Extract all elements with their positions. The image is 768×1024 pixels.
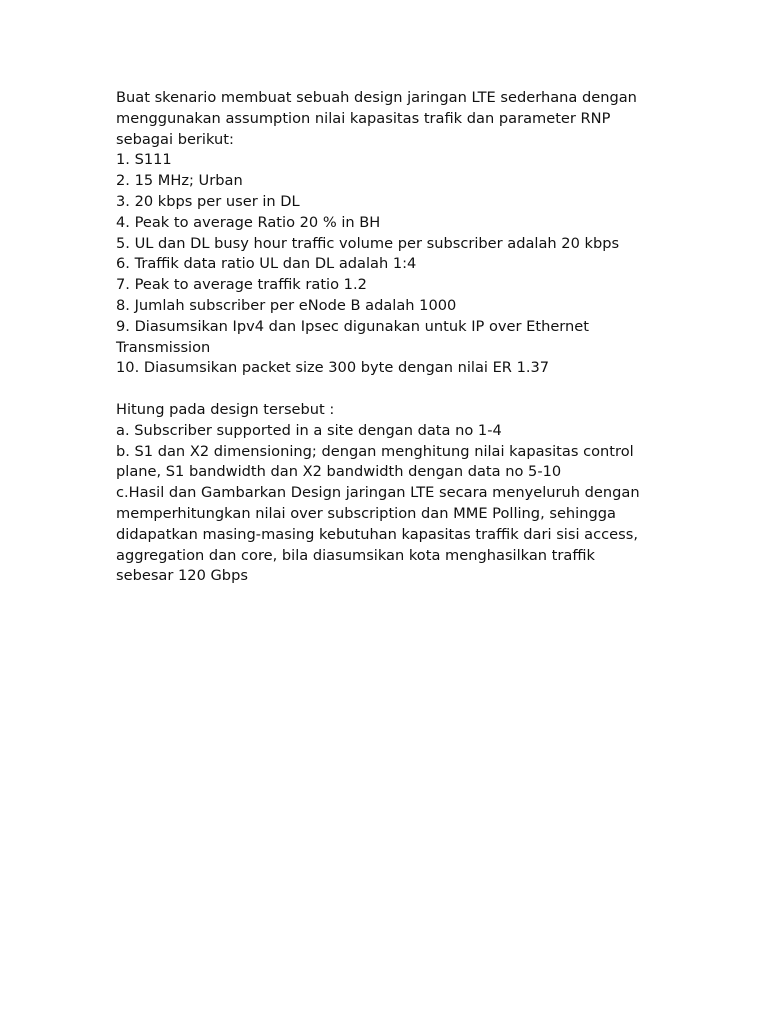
- document-body: [116, 88, 656, 587]
- assumption-item: 5. UL dan DL busy hour traffic volume per subscriber adalah 20 kbps: [116, 234, 620, 252]
- assumption-item: 1. S111: [116, 151, 172, 169]
- task-item: a. Subscriber supported in a site dengan data no 1-4: [116, 421, 502, 439]
- task-list: [116, 421, 656, 587]
- task-item: b. S1 dan X2 dimensioning; dengan menghitung nilai kapasitas control plane, S1 bandwidth dan X2 bandwidth dengan data no 5-10: [116, 442, 634, 481]
- assumption-item: 8. Jumlah subscriber per eNode B adalah 1000: [116, 296, 457, 314]
- task-item: c.Hasil dan Gambarkan Design jaringan LTE secara menyeluruh dengan memperhitungkan nilai over subscription dan MME Polling, sehingga didapatkan masing-masing kebutuhan kapasitas traffik dari sisi access, aggregation dan core, bila diasumsikan kota menghasilkan traffik sebesar 120 Gbps: [116, 484, 640, 585]
- assumption-item: 4. Peak to average Ratio 20 % in BH: [116, 213, 381, 231]
- assumption-list: [116, 150, 656, 379]
- assumption-item: 10. Diasumsikan packet size 300 byte dengan nilai ER 1.37: [116, 359, 550, 377]
- assumption-item: 9. Diasumsikan Ipv4 dan Ipsec digunakan untuk IP over Ethernet Transmission: [116, 317, 589, 356]
- paragraph-gap: [116, 379, 656, 400]
- intro-paragraph: Buat skenario membuat sebuah design jaringan LTE sederhana dengan menggunakan assumption nilai kapasitas trafik dan parameter RNP sebagai berikut:: [116, 89, 637, 148]
- assumption-item: 7. Peak to average traffik ratio 1.2: [116, 276, 367, 294]
- assumption-item: 3. 20 kbps per user in DL: [116, 192, 300, 210]
- assumption-item: 6. Traffik data ratio UL dan DL adalah 1:4: [116, 255, 417, 273]
- task-heading: Hitung pada design tersebut :: [116, 400, 335, 418]
- assumption-item: 2. 15 MHz; Urban: [116, 172, 243, 190]
